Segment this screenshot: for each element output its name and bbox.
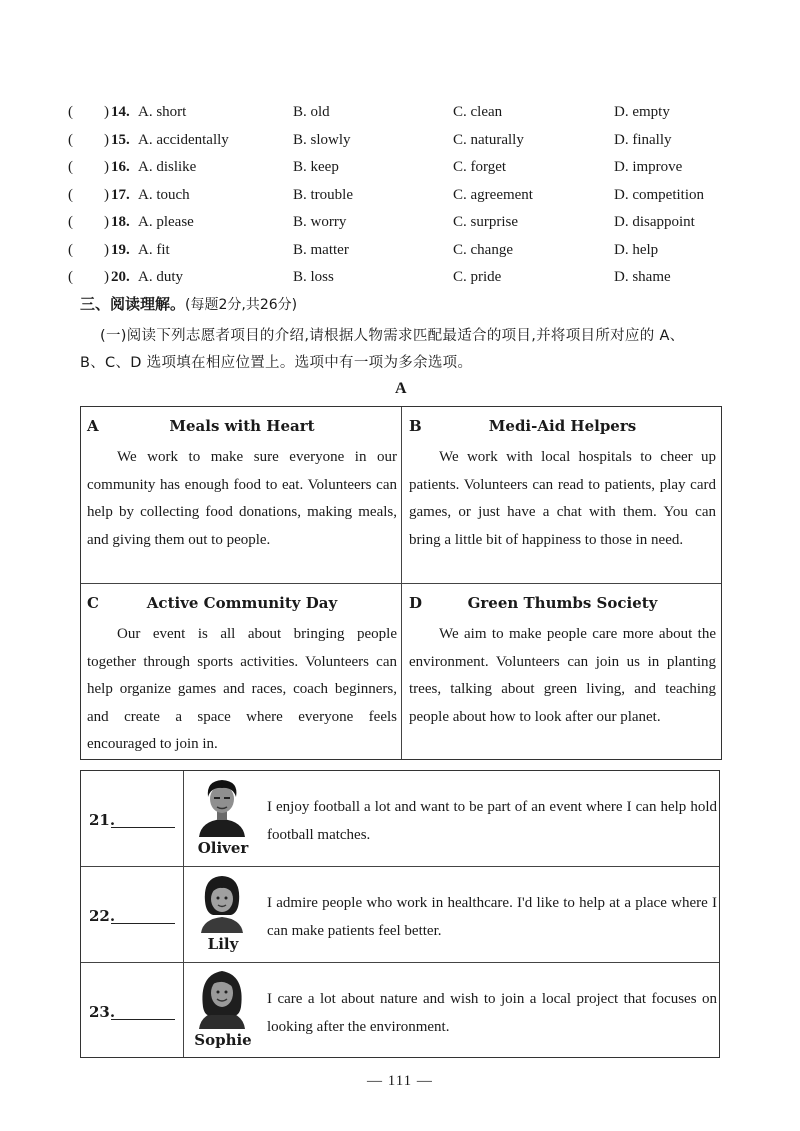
option-row-14 xyxy=(68,104,768,130)
question-number: 16. xyxy=(111,159,130,175)
option-c: C. agreement xyxy=(453,187,533,203)
option-c: C. clean xyxy=(453,104,503,120)
option-b: B. trouble xyxy=(293,187,353,203)
project-letter: A xyxy=(87,417,99,435)
project-title: Green Thumbs Society xyxy=(467,594,658,612)
answer-paren-open: ( xyxy=(68,214,73,230)
answer-paren-close: ) xyxy=(104,214,109,230)
person-name: Lily xyxy=(207,935,239,953)
answer-paren-open: ( xyxy=(68,104,73,120)
option-b: B. slowly xyxy=(293,132,351,148)
passage-label: A xyxy=(395,380,407,397)
person-need: I care a lot about nature and wish to join a local project that focuses on looking after the environment. xyxy=(267,991,717,1035)
option-a: A. accidentally xyxy=(138,132,229,148)
answer-paren-open: ( xyxy=(68,159,73,175)
answer-paren-open: ( xyxy=(68,132,73,148)
project-description: We work to make sure everyone in our community has enough food to eat. Volunteers can help by collecting food donations, making meals, and giving them out to people. xyxy=(87,449,397,548)
option-row-16 xyxy=(68,159,768,185)
question-number: 20. xyxy=(111,269,130,285)
answer-paren-close: ) xyxy=(104,159,109,175)
option-c: C. forget xyxy=(453,159,507,175)
person-name: Oliver xyxy=(197,839,249,857)
option-a: A. short xyxy=(138,104,187,120)
option-row-17 xyxy=(68,187,768,213)
option-c: C. naturally xyxy=(453,132,524,148)
project-letter: C xyxy=(87,594,99,612)
answer-paren-close: ) xyxy=(104,242,109,258)
matching-table xyxy=(80,770,720,1058)
answer-paren-close: ) xyxy=(104,132,109,148)
person-need: I admire people who work in healthcare. I'd like to help at a place where I can make patients feel better. xyxy=(267,895,717,939)
section-title-text: 三、阅读理解。 xyxy=(80,295,186,313)
option-d: D. empty xyxy=(614,104,670,120)
project-description: Our event is all about bringing people together through sports activities. Volunteers can help organize games and races, coach beginners, and create a space where everyone feels encouraged to join in. xyxy=(87,626,397,752)
option-b: B. old xyxy=(293,104,330,120)
option-d: D. shame xyxy=(614,269,671,285)
option-row-15 xyxy=(68,132,768,158)
answer-paren-open: ( xyxy=(68,269,73,285)
option-a: A. please xyxy=(138,214,194,230)
instructions-line-2: B、C、D 选项填在相应位置上。选项中有一项为多余选项。 xyxy=(80,355,473,371)
section-score-note: (每题2分,共26分) xyxy=(185,297,298,313)
option-c: C. pride xyxy=(453,269,502,285)
option-c: C. change xyxy=(453,242,513,258)
project-description: We work with local hospitals to cheer up patients. Volunteers can read to patients, play card games, or just have a chat with them. You can bring a little bit of happiness to those in need. xyxy=(409,449,716,548)
option-b: B. keep xyxy=(293,159,339,175)
table-divider xyxy=(81,583,721,584)
option-d: D. improve xyxy=(614,159,683,175)
project-title: Medi-Aid Helpers xyxy=(488,417,637,435)
option-a: A. dislike xyxy=(138,159,197,175)
question-number: 18. xyxy=(111,214,130,230)
option-a: A. fit xyxy=(138,242,170,258)
option-b: B. loss xyxy=(293,269,334,285)
answer-paren-close: ) xyxy=(104,104,109,120)
option-d: D. finally xyxy=(614,132,672,148)
project-letter: B xyxy=(409,417,422,435)
answer-paren-close: ) xyxy=(104,187,109,203)
option-d: D. help xyxy=(614,242,659,258)
answer-paren-close: ) xyxy=(104,269,109,285)
person-need: I enjoy football a lot and want to be part of an event where I can help hold football matches. xyxy=(267,799,717,843)
question-number: 22. xyxy=(89,907,116,925)
section-title xyxy=(80,293,297,314)
option-b: B. matter xyxy=(293,242,349,258)
answer-blank[interactable] xyxy=(111,923,175,924)
answer-paren-open: ( xyxy=(68,242,73,258)
instructions-line-1: (一)阅读下列志愿者项目的介绍,请根据人物需求匹配最适合的项目,并将项目所对应的 A、 xyxy=(100,328,685,344)
option-row-20 xyxy=(68,269,768,295)
question-number: 15. xyxy=(111,132,130,148)
match-row-21 xyxy=(81,771,718,867)
option-a: A. duty xyxy=(138,269,183,285)
option-d: D. disappoint xyxy=(614,214,695,230)
question-number: 17. xyxy=(111,187,130,203)
match-row-23 xyxy=(81,963,718,1059)
girl-avatar-icon xyxy=(193,871,251,933)
answer-paren-open: ( xyxy=(68,187,73,203)
option-row-19 xyxy=(68,242,768,268)
answer-blank[interactable] xyxy=(111,1019,175,1020)
person-name: Sophie xyxy=(194,1031,252,1049)
question-number: 21. xyxy=(89,811,116,829)
project-title: Active Community Day xyxy=(146,594,338,612)
match-row-22 xyxy=(81,867,718,963)
page-number: — 111 — xyxy=(367,1073,433,1089)
option-b: B. worry xyxy=(293,214,347,230)
question-number: 23. xyxy=(89,1003,116,1021)
option-d: D. competition xyxy=(614,187,704,203)
option-row-18 xyxy=(68,214,768,240)
projects-table xyxy=(80,406,722,760)
woman-avatar-icon xyxy=(193,967,251,1029)
option-c: C. surprise xyxy=(453,214,518,230)
option-a: A. touch xyxy=(138,187,190,203)
boy-avatar-icon xyxy=(193,775,251,837)
project-title: Meals with Heart xyxy=(169,417,315,435)
project-letter: D xyxy=(409,594,423,612)
answer-blank[interactable] xyxy=(111,827,175,828)
question-number: 14. xyxy=(111,104,130,120)
question-number: 19. xyxy=(111,242,130,258)
project-description: We aim to make people care more about the environment. Volunteers can join us in planting trees, talking about green living, and teaching people about how to look after our planet. xyxy=(409,626,716,725)
